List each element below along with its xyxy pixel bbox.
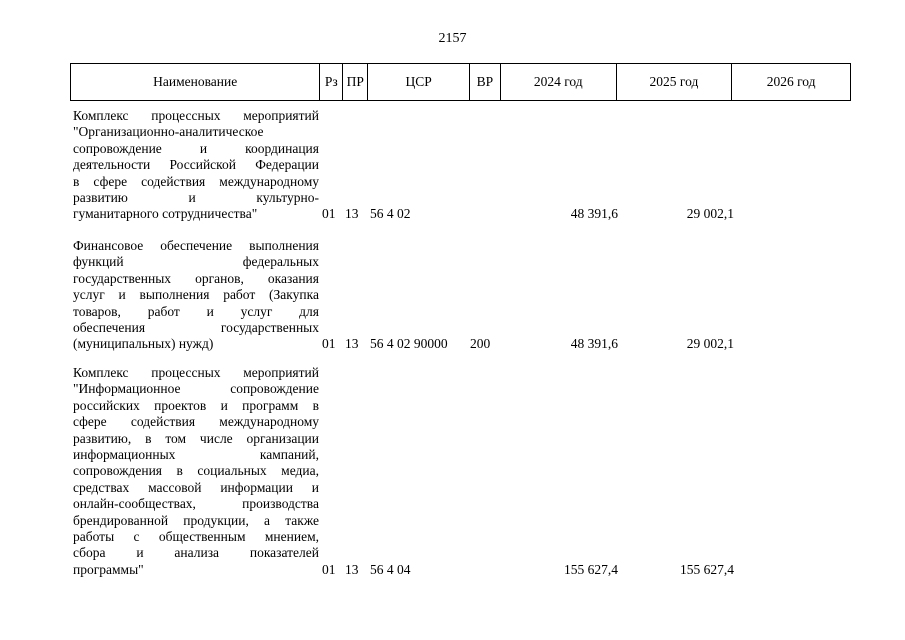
row-name-line: Комплекс процессных мероприятий — [73, 365, 319, 380]
row-csr: 56 4 02 90000 — [370, 336, 448, 352]
row-name-line: в сфере содействия международному — [73, 173, 319, 189]
row-name-line: (муниципальных) нужд) — [73, 336, 214, 352]
row-name-line: средствах массовой информации и — [73, 479, 319, 495]
row-name-line: сбора и анализа показателей — [73, 545, 319, 561]
row-name — [73, 365, 319, 578]
row-name — [73, 108, 319, 223]
row-name-line: сфере содействия международному — [73, 414, 319, 430]
page-number: 2157 — [438, 31, 467, 46]
header-rz: Рз — [320, 64, 343, 100]
row-rz: 01 — [322, 336, 336, 352]
row-name-line: "Организационно-аналитическое — [73, 124, 264, 140]
row-rz: 01 — [322, 561, 336, 577]
row-name-line: товаров, работ и услуг для — [73, 303, 319, 319]
header-csr: ЦСР — [368, 64, 470, 100]
row-name-line: сопровождение и координация — [73, 140, 319, 156]
row-2025: 155 627,4 — [680, 561, 734, 577]
row-name-line: обеспечения государственных — [73, 320, 319, 336]
header-pr: ПР — [343, 64, 368, 100]
row-vr: 200 — [470, 336, 491, 352]
row-pr: 13 — [345, 206, 359, 222]
row-2024: 48 391,6 — [570, 206, 618, 222]
row-csr: 56 4 02 — [370, 206, 411, 222]
row-name-line: "Информационное сопровождение — [73, 381, 319, 397]
header-2026: 2026 год — [766, 74, 816, 89]
header-name: Наименование — [71, 64, 320, 100]
row-2024: 155 627,4 — [564, 561, 618, 577]
row-name-line: работы с общественным мнением, — [73, 529, 319, 545]
row-name-line: Финансовое обеспечение выполнения — [73, 238, 319, 253]
header-vr: ВР — [470, 64, 501, 100]
header-2025: 2025 год — [617, 64, 733, 100]
row-name-line: развитию, в том числе организации — [73, 430, 319, 446]
row-pr: 13 — [345, 561, 359, 577]
row-name-line: услуг и выполнения работ (Закупка — [73, 287, 319, 303]
row-name-line: онлайн-сообществах, производства — [73, 496, 319, 512]
row-name-line: Комплекс процессных мероприятий — [73, 108, 319, 123]
row-name-line: развитию и культурно- — [73, 190, 319, 206]
header-2024: 2024 год — [501, 64, 617, 100]
row-2024: 48 391,6 — [570, 336, 618, 352]
row-name-line: гуманитарного сотрудничества" — [73, 206, 258, 222]
row-name-line: информационных кампаний, — [73, 447, 319, 463]
row-2025: 29 002,1 — [686, 206, 734, 222]
row-rz: 01 — [322, 206, 336, 222]
row-2025: 29 002,1 — [686, 336, 734, 352]
row-name — [73, 238, 319, 353]
row-name-line: деятельности Российской Федерации — [73, 157, 319, 173]
table-header — [70, 63, 851, 101]
row-name-line: программы" — [73, 561, 144, 577]
row-name-line: российских проектов и программ в — [73, 397, 319, 413]
row-name-line: брендированной продукции, а также — [73, 512, 319, 528]
row-csr: 56 4 04 — [370, 561, 411, 577]
row-name-line: функций федеральных — [73, 254, 319, 270]
row-name-line: сопровождения в социальных медиа, — [73, 463, 319, 479]
row-name-line: государственных органов, оказания — [73, 270, 319, 286]
row-pr: 13 — [345, 336, 359, 352]
